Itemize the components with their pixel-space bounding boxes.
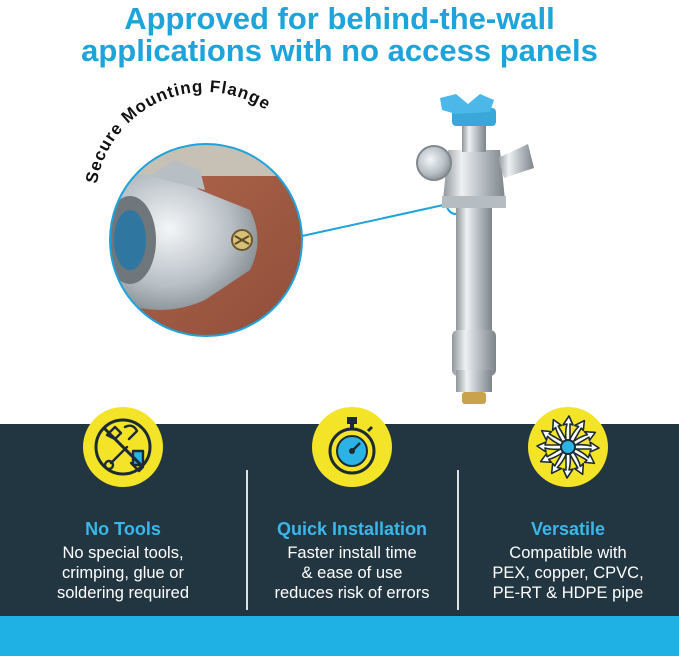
versatile-arrows-icon bbox=[526, 405, 610, 489]
headline-line-2: applications with no access panels bbox=[81, 33, 598, 68]
feature-no-tools bbox=[10, 405, 236, 603]
feature-description: Faster install time & ease of use reduces risk of errors bbox=[274, 544, 430, 602]
feature-description: No special tools, crimping, glue or soldering required bbox=[56, 544, 190, 602]
feature-title: Quick Installation bbox=[276, 519, 428, 539]
feature-title: Versatile bbox=[530, 519, 606, 539]
feature-title: No Tools bbox=[85, 519, 161, 539]
feature-description: Compatible with PEX, copper, CPVC, PE-RT & HDPE pipe bbox=[492, 544, 644, 602]
feature-versatile bbox=[455, 405, 679, 603]
flange-label: Secure Mounting Flange bbox=[81, 76, 275, 185]
feature-quick-installation bbox=[239, 405, 465, 603]
no-tools-icon bbox=[81, 405, 165, 489]
bottom-strip bbox=[0, 616, 679, 656]
stopwatch-icon bbox=[310, 405, 394, 489]
flange-closeup bbox=[100, 140, 320, 340]
headline-line-1: Approved for behind-the-wall bbox=[124, 1, 555, 36]
faucet-image bbox=[417, 94, 534, 404]
